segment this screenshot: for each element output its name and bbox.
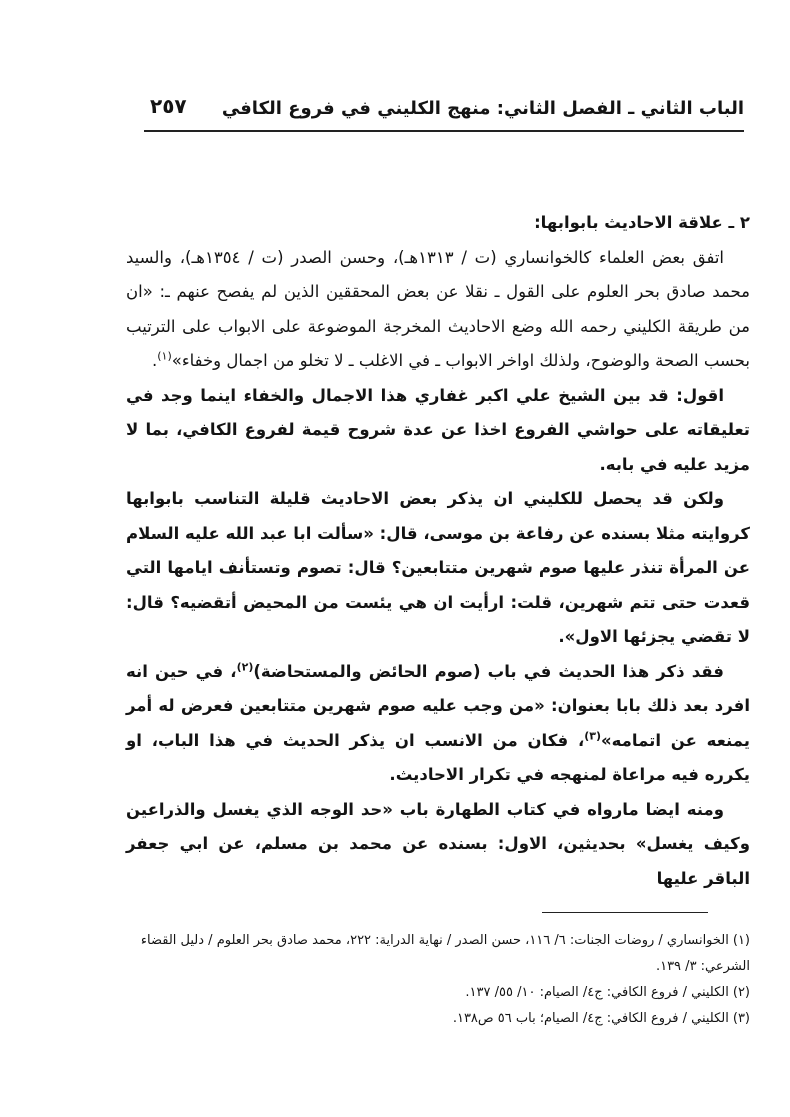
footnote-2-text: الكليني / فروع الكافي: ج٤/ الصيام: ١٠/ ٥٥/ ١٣٧. <box>465 985 729 1000</box>
paragraph-4 <box>126 655 750 793</box>
footnote-ref-1[interactable]: (١) <box>157 349 172 363</box>
section-heading: ٢ ـ علاقة الاحاديث بابوابها: <box>534 213 750 232</box>
running-header <box>144 92 744 132</box>
page-number: ٢٥٧ <box>150 94 187 118</box>
footnote-1-text: الخوانساري / روضات الجنات: ٦/ ١١٦، حسن الصدر / نهاية الدراية: ٢٢٢، محمد صادق بحر العلوم / دليل القضاء الشرعي: ٣/ ١٣٩. <box>140 933 750 974</box>
paragraph-4-text-end: ، فكان من الانسب ان يذكر الحديث في هذا الباب، او يكرره فيه مراعاة لمنهجه في تكرار الاحاديث. <box>126 730 750 784</box>
footnotes <box>126 928 750 1032</box>
paragraph-1-end: . <box>151 351 158 370</box>
footnote-3-number: (٣) <box>732 1011 750 1026</box>
footnote-divider <box>542 912 708 913</box>
footnote-3 <box>126 1006 750 1032</box>
footnote-3-text: الكليني / فروع الكافي: ج٤/ الصيام؛ باب ٥٦ ص١٣٨. <box>452 1011 729 1026</box>
paragraph-1-text: اتفق بعض العلماء كالخوانساري (ت / ١٣١٣هـ)، وحسن الصدر (ت / ١٣٥٤هـ)، والسيد محمد صادق بحر العلوم على القول ـ نقلا عن بعض المحققين الذين لم يفصح عنهم ـ: «ان من طريقة الكليني رحمه الله وضع الاحاديث المخرجة الموضوعة على الابواب على الترتيب بحسب الصحة والوضوح، ولذلك اواخر الابواب ـ في الاغلب ـ لا تخلو من اجمال وخفاء» <box>126 247 750 370</box>
footnote-1-number: (١) <box>732 933 750 948</box>
paragraph-2: اقول: قد بين الشيخ علي اكبر غفاري هذا الاجمال والخفاء اينما وجد في تعليقاته على حواشي الفروع اخذا عن عدة شروح قيمة لفروع الكافي، بما لا مزيد عليه في بابه. <box>126 385 750 474</box>
footnote-2 <box>126 980 750 1006</box>
paragraph-4-text: فقد ذكر هذا الحديث في باب (صوم الحائض والمستحاضة) <box>253 661 724 681</box>
paragraph-5: ومنه ايضا مارواه في كتاب الطهارة باب «حد الوجه الذي يغسل والذراعين وكيف يغسل» بحديثين، الاول: بسنده عن محمد بن مسلم، عن ابي جعفر الباقر عليها <box>126 799 750 888</box>
header-divider <box>144 130 744 132</box>
main-text <box>126 206 750 896</box>
header-title: الباب الثاني ـ الفصل الثاني: منهج الكليني في فروع الكافي <box>221 98 744 119</box>
paragraph-1 <box>126 241 750 379</box>
footnote-2-number: (٢) <box>732 985 750 1000</box>
paragraph-3: ولكن قد يحصل للكليني ان يذكر بعض الاحاديث قليلة التناسب بابوابها كروايته مثلا بسنده عن رفاعة بن موسى، قال: «سألت ابا عبد الله عليه السلام عن المرأة تنذر عليها صوم شهرين متتابعين؟ قال: تصوم وتستأنف ايامها التي قعدت حتى تتم شهرين، قلت: ارأيت ان هي يئست من المحيض أتقضيه؟ قال: لا تقضي يجزئها الاول». <box>126 489 750 646</box>
footnote-ref-2[interactable]: (٢) <box>236 660 254 673</box>
paragraph-4-text-cont: ، في حين انه افرد بعد ذلك بابا بعنوان: «من وجب عليه صوم شهرين متتابعين فعرض له أمر يمنعه عن اتمامه» <box>126 661 750 750</box>
footnote-1 <box>126 928 750 980</box>
footnote-ref-3[interactable]: (٣) <box>584 729 601 742</box>
